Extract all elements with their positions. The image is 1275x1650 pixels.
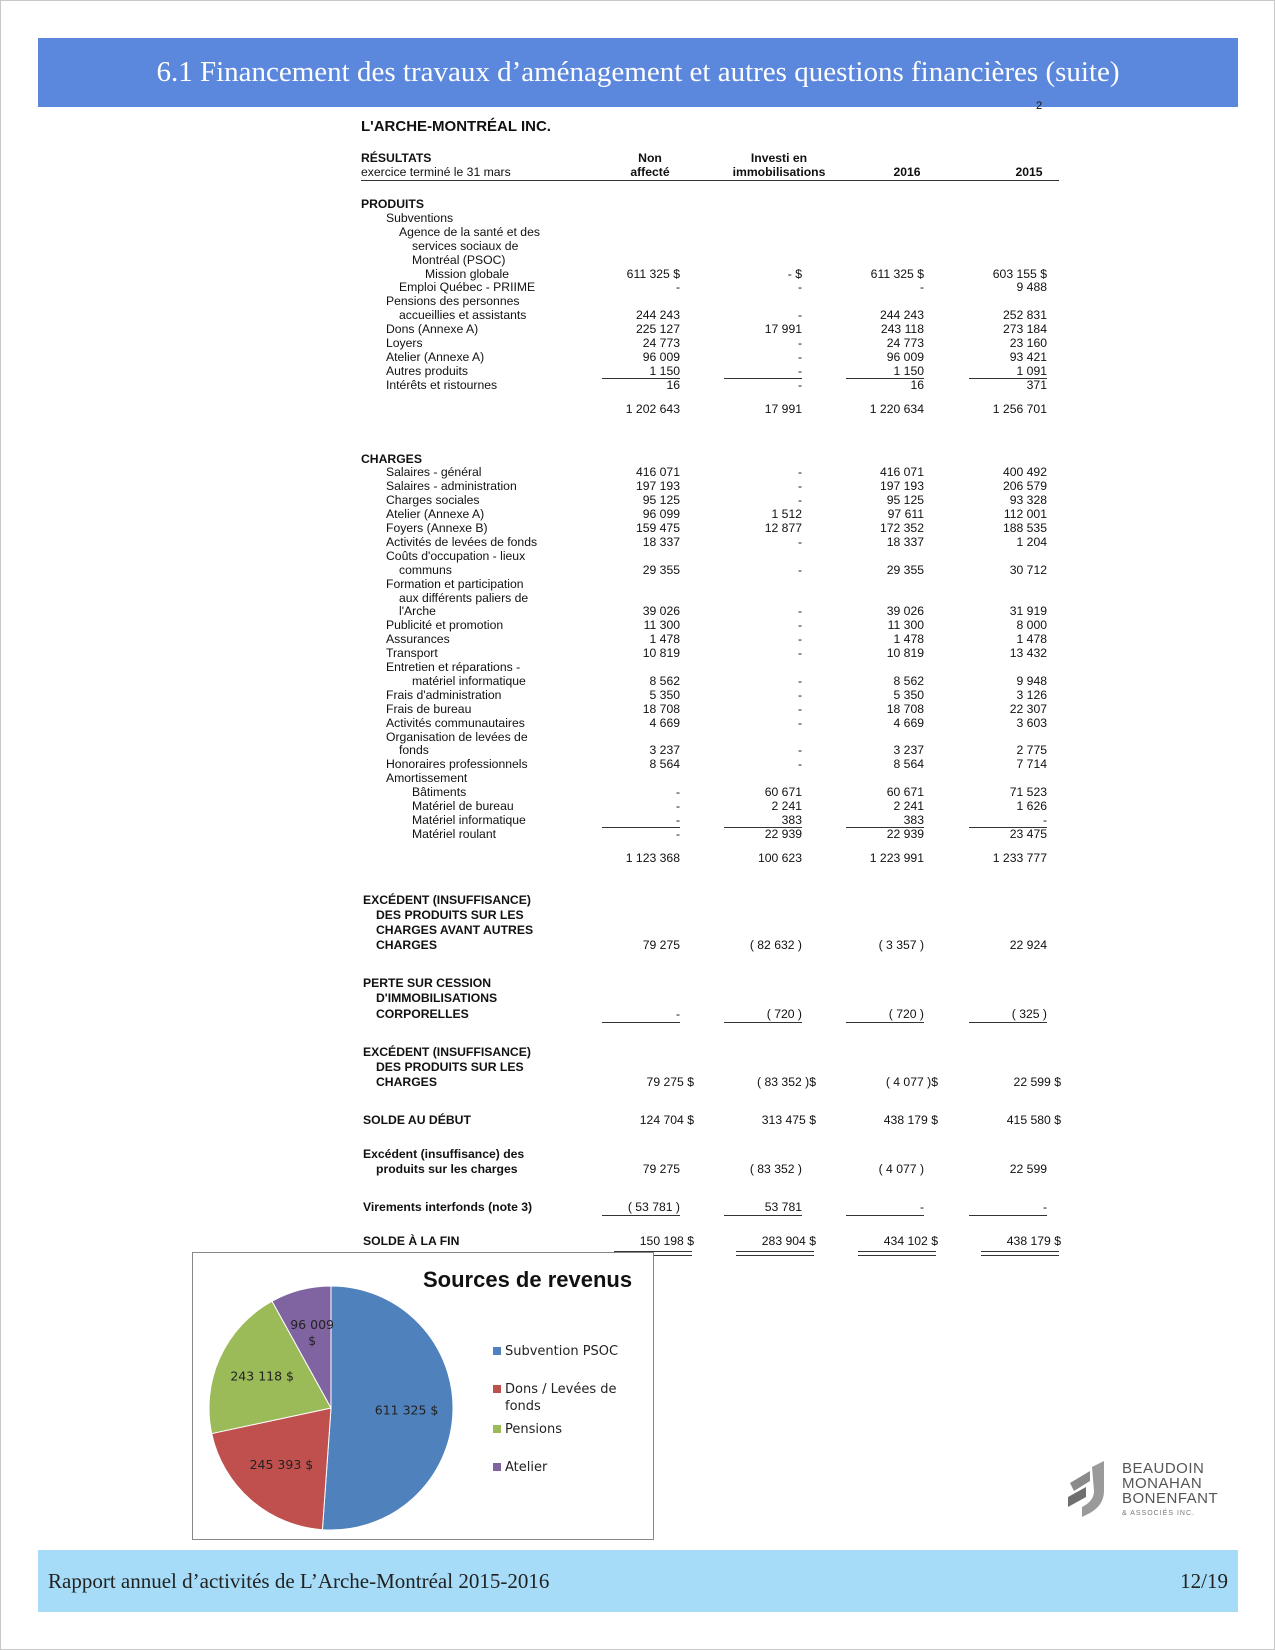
statement-cell: 1 202 643	[625, 401, 680, 416]
statement-cell: -	[797, 377, 802, 392]
statement-bottom-cell: 53 781	[764, 1200, 802, 1215]
statement-cell: -	[797, 562, 802, 577]
rule	[724, 1215, 802, 1216]
rule	[361, 180, 1059, 181]
statement-row-label: Atelier (Annexe A)	[386, 507, 485, 522]
statement-row-label: l'Arche	[399, 604, 436, 619]
statement-cell: -	[797, 632, 802, 647]
statement-cell: 1 204	[1016, 534, 1047, 549]
statement-cell: 97 611	[887, 507, 924, 522]
statement-bottom-cell: 150 198 $	[639, 1234, 694, 1249]
column-header-line1: Investi en	[750, 151, 808, 165]
statement-bottom-cell: ( 53 781 )	[627, 1200, 680, 1215]
statement-cell: 18 708	[642, 701, 680, 716]
statement-bottom-label: EXCÉDENT (INSUFFISANCE)	[363, 892, 531, 907]
statement-cell: 7 714	[1016, 757, 1047, 772]
statement-bottom-label: CHARGES AVANT AUTRES	[376, 923, 534, 937]
statement-cell: 1 478	[649, 632, 680, 647]
statement-bottom-cell: 438 179 $	[1006, 1234, 1061, 1249]
pie-slice-label: 96 009 $	[290, 1316, 334, 1348]
statement-cell: 16	[666, 377, 680, 392]
rule	[846, 1215, 924, 1216]
statement-cell: 95 125	[642, 493, 680, 508]
statement-row-label: CHARGES	[361, 451, 422, 466]
statement-cell: 244 243	[879, 308, 924, 323]
page-number: 12/19	[1180, 1568, 1228, 1593]
statement-cell: 10 819	[886, 646, 924, 661]
statement-cell: 1 233 777	[992, 850, 1047, 865]
statement-cell: 93 328	[1009, 493, 1047, 508]
logo-text	[1122, 1461, 1218, 1506]
statement-row-label: Transport	[386, 646, 438, 661]
statement-cell: 611 325 $	[626, 266, 680, 281]
statement-cell: 1 626	[1016, 799, 1047, 813]
statement-bottom-cell: -	[1042, 1200, 1047, 1215]
statement-cell: 252 831	[1002, 308, 1047, 323]
statement-bottom-cell: 313 475 $	[761, 1113, 816, 1127]
logo-line-1: BEAUDOIN	[1122, 1460, 1205, 1477]
statement-cell: 9 948	[1016, 673, 1047, 688]
statement-cell: -	[797, 534, 802, 549]
statement-row-label: Matériel roulant	[412, 826, 496, 841]
statement-bottom-label: PERTE SUR CESSION	[363, 976, 491, 991]
statement-cell: 172 352	[879, 521, 924, 535]
statement-cell: 1 256 701	[992, 401, 1047, 416]
statement-cell: 96 009	[642, 349, 680, 364]
statement-cell: 225 127	[635, 322, 680, 337]
legend-item	[505, 1459, 635, 1476]
rule	[724, 1022, 802, 1023]
statement-bottom-label: Excédent (insuffisance) des	[363, 1147, 525, 1161]
statement-cell: 5 350	[649, 687, 680, 702]
legend-swatch	[493, 1347, 501, 1355]
statement-cell: -	[797, 701, 802, 716]
logo-line-3: BONENFANT	[1122, 1490, 1219, 1507]
statement-cell: 243 118	[880, 322, 924, 337]
statement-cell: 96 009	[886, 349, 924, 364]
statement-cell: 71 523	[1009, 785, 1047, 800]
pie-slice-label: 243 118 $	[230, 1368, 294, 1384]
statement-cell: 11 300	[887, 618, 924, 633]
statement-cell: -	[797, 715, 802, 730]
statement-cell: -	[797, 618, 802, 633]
column-header-line1: Non	[638, 151, 662, 165]
statement-bottom-cell: -	[675, 1006, 680, 1021]
statement-cell: -	[797, 280, 802, 295]
statement-row-label: Coûts d'occupation - lieux	[386, 548, 526, 563]
statement-cell: -	[797, 673, 802, 688]
statement-cell: 2 241	[893, 799, 924, 813]
statement-bottom-label: CHARGES	[376, 1075, 437, 1089]
double-rule	[981, 1251, 1059, 1256]
statement-cell: -	[797, 363, 802, 378]
statement-cell: -	[797, 604, 802, 619]
legend-label: Dons / Levées de fonds	[505, 1382, 617, 1414]
page-title: 6.1 Financement des travaux d’aménagement et autres questions financières (suite)	[156, 56, 1120, 88]
statement-row-label: Publicité et promotion	[386, 618, 504, 633]
statement-cell: 159 475	[635, 521, 680, 535]
statement-cell: 1 091	[1016, 363, 1047, 378]
rule	[724, 378, 802, 379]
statement-cell: 95 125	[886, 493, 924, 508]
revenue-pie-chart	[192, 1252, 654, 1540]
double-rule	[736, 1251, 814, 1256]
statement-cell: -	[797, 336, 802, 350]
statement-cell: -	[797, 743, 802, 758]
statement-cell: 9 488	[1016, 280, 1047, 295]
statement-cell: 112 001	[1003, 507, 1047, 522]
statement-row-label: Bâtiments	[412, 785, 467, 800]
rule	[846, 378, 924, 379]
statement-row-label: Salaires - général	[386, 465, 482, 480]
statement-cell: 30 712	[1009, 562, 1047, 577]
statement-bottom-label: D'IMMOBILISATIONS	[376, 991, 498, 1006]
statement-cell: 4 669	[649, 715, 680, 730]
statement-cell: 60 671	[886, 785, 924, 800]
statement-cell: 371	[1026, 377, 1047, 392]
statement-cell: 2 775	[1016, 743, 1047, 758]
statement-cell: 244 243	[635, 308, 680, 323]
statement-row-label: Frais de bureau	[386, 701, 472, 716]
statement-bottom-cell: ( 325 )	[1011, 1006, 1047, 1021]
statement-row-label: Montréal (PSOC)	[412, 252, 506, 267]
statement-cell: 23 475	[1009, 826, 1047, 841]
statement-cell: 400 492	[1002, 465, 1047, 480]
footer-report-title: Rapport annuel d’activités de L’Arche-Montréal 2015-2016	[48, 1568, 550, 1593]
statement-cell: 1 123 368	[625, 850, 680, 865]
statement-cell: 18 337	[886, 534, 924, 549]
statement-row-label: Subventions	[386, 210, 454, 225]
statement-cell: 29 355	[886, 562, 924, 577]
statement-bottom-cell: ( 83 352 )$	[757, 1075, 816, 1089]
statement-cell: 206 579	[1002, 479, 1047, 494]
statement-row-label: Mission globale	[425, 266, 510, 281]
statement-page-mark: 2	[1036, 100, 1043, 112]
chart-title: Sources de revenus	[423, 1267, 633, 1292]
statement-row-label: PRODUITS	[361, 197, 424, 211]
statement-cell: 23 160	[1009, 336, 1047, 350]
statement-bottom-cell: 79 275	[642, 1162, 680, 1177]
statement-heading: RÉSULTATS	[361, 151, 432, 165]
statement-bottom-cell: 79 275 $	[646, 1075, 694, 1089]
statement-bottom-cell: ( 83 352 )	[749, 1162, 802, 1177]
pie-slice-label: 245 393 $	[249, 1457, 314, 1473]
statement-cell: -	[675, 812, 680, 827]
statement-cell: 8 000	[1016, 618, 1047, 633]
legend-item	[505, 1343, 635, 1360]
statement-bottom-label: Virements interfonds (note 3)	[363, 1200, 533, 1215]
statement-bottom-label: SOLDE AU DÉBUT	[363, 1113, 471, 1127]
statement-cell: 4 669	[893, 715, 924, 730]
statement-cell: 197 193	[879, 479, 924, 494]
statement-cell: 8 564	[893, 757, 924, 772]
statement-cell: 100 623	[757, 850, 802, 865]
statement-cell: 2 241	[771, 799, 802, 813]
statement-row-label: Assurances	[386, 632, 450, 647]
statement-cell: 383	[903, 812, 924, 827]
statement-cell: 17 991	[764, 401, 802, 416]
statement-cell: -	[797, 757, 802, 772]
statement-bottom-cell: 415 580 $	[1006, 1113, 1061, 1127]
statement-cell: 39 026	[642, 604, 680, 619]
rule	[602, 1022, 680, 1023]
legend-swatch	[493, 1425, 501, 1433]
statement-row-label: Autres produits	[386, 363, 468, 378]
legend-item	[505, 1381, 635, 1415]
statement-cell: 8 564	[649, 757, 680, 772]
statement-cell: 60 671	[764, 785, 802, 800]
statement-row-label: Atelier (Annexe A)	[386, 349, 485, 364]
statement-cell: 3 603	[1016, 715, 1047, 730]
statement-cell: 24 773	[642, 336, 680, 350]
statement-cell: 29 355	[642, 562, 680, 577]
statement-cell: 383	[781, 812, 802, 827]
statement-cell: 3 126	[1016, 687, 1047, 702]
statement-cell: -	[1042, 812, 1047, 827]
logo-line-2: MONAHAN	[1122, 1475, 1203, 1492]
statement-cell: 3 237	[893, 743, 924, 758]
statement-cell: 22 307	[1009, 701, 1047, 716]
statement-cell: -	[675, 785, 680, 800]
statement-row-label: communs	[399, 562, 452, 577]
statement-cell: 17 991	[764, 322, 802, 337]
statement-cell: 5 350	[893, 687, 924, 702]
statement-cell: 93 421	[1009, 349, 1047, 364]
statement-row-label: Loyers	[386, 336, 423, 350]
column-header-line2: affecté	[630, 165, 670, 179]
statement-bottom-cell: ( 4 077 )$	[885, 1075, 938, 1089]
statement-row-label: Matériel informatique	[412, 812, 526, 827]
statement-bottom-cell: ( 720 )	[766, 1006, 802, 1021]
statement-bottom-cell: 79 275	[642, 938, 680, 953]
statement-cell: 18 337	[642, 534, 680, 549]
statement-cell: 1 150	[893, 363, 924, 378]
legend-label: Subvention PSOC	[505, 1344, 619, 1359]
statement-cell: 197 193	[635, 479, 680, 494]
statement-cell: 188 535	[1002, 521, 1047, 535]
legend-swatch	[493, 1385, 501, 1393]
statement-cell: 1 220 634	[869, 401, 924, 416]
column-header-line2: immobilisations	[732, 165, 826, 179]
statement-row-label: Pensions des personnes	[386, 294, 520, 309]
statement-cell: -	[797, 349, 802, 364]
legend-label: Pensions	[505, 1422, 562, 1437]
statement-row-label: Matériel de bureau	[412, 799, 514, 813]
statement-cell: 3 237	[649, 743, 680, 758]
statement-row-label: Agence de la santé et des	[399, 224, 540, 239]
statement-row-label: Organisation de levées de	[386, 729, 528, 744]
statement-cell: -	[675, 280, 680, 295]
statement-cell: 1 478	[893, 632, 924, 647]
statement-bottom-label: CHARGES	[376, 938, 437, 953]
rule	[602, 378, 680, 379]
statement-bottom-cell: ( 3 357 )	[878, 938, 924, 953]
statement-bottom-cell: 283 904 $	[761, 1234, 816, 1249]
statement-row-label: Honoraires professionnels	[386, 757, 528, 772]
statement-period: exercice terminé le 31 mars	[361, 165, 511, 179]
statement-row-label: Entretien et réparations -	[386, 660, 521, 674]
statement-cell: 18 708	[886, 701, 924, 716]
statement-bottom-cell: ( 4 077 )	[878, 1162, 924, 1177]
statement-cell: 416 071	[879, 465, 924, 480]
statement-row-label: Emploi Québec - PRIIME	[399, 280, 536, 295]
statement-bottom-cell: -	[919, 1200, 924, 1215]
pie-slice-label: 611 325 $	[374, 1402, 439, 1418]
statement-bottom-cell: 124 704 $	[639, 1113, 694, 1127]
statement-row-label: services sociaux de	[412, 238, 519, 253]
statement-cell: -	[797, 646, 802, 661]
statement-cell: 1 478	[1016, 632, 1047, 647]
statement-bottom-cell: ( 82 632 )	[749, 938, 802, 953]
rule	[602, 827, 680, 828]
rule	[969, 1022, 1047, 1023]
statement-company-name: L'ARCHE-MONTRÉAL INC.	[361, 118, 551, 135]
statement-bottom-cell: 22 599	[1009, 1162, 1047, 1177]
statement-bottom-cell: 22 599 $	[1013, 1075, 1061, 1089]
rule	[969, 827, 1047, 828]
statement-row-label: Formation et participation	[386, 576, 524, 591]
statement-cell: 10 819	[642, 646, 680, 661]
statement-row-label: Frais d'administration	[386, 687, 502, 702]
statement-cell: -	[797, 465, 802, 480]
legend-label: Atelier	[505, 1460, 548, 1475]
statement-cell: -	[797, 687, 802, 702]
statement-cell: 24 773	[886, 336, 924, 350]
rule	[602, 1215, 680, 1216]
statement-row-label: accueillies et assistants	[399, 308, 527, 323]
logo-mark-icon	[1064, 1461, 1120, 1519]
rule	[969, 1215, 1047, 1216]
statement-bottom-cell: 22 924	[1009, 938, 1047, 953]
statement-bottom-cell: ( 720 )	[888, 1006, 924, 1021]
statement-cell: 611 325 $	[870, 266, 924, 281]
statement-cell: -	[675, 799, 680, 813]
statement-row-label: Activités de levées de fonds	[386, 534, 538, 549]
column-header-line2: 2015	[1015, 165, 1043, 179]
legend-item	[505, 1421, 635, 1438]
statement-cell: 11 300	[643, 618, 680, 633]
statement-cell: 273 184	[1002, 322, 1047, 337]
statement-cell: 603 155 $	[992, 266, 1047, 281]
statement-cell: 1 150	[649, 363, 680, 378]
page-footer	[38, 1550, 1238, 1612]
statement-cell: 16	[910, 377, 924, 392]
statement-cell: -	[797, 308, 802, 323]
column-header-line2: 2016	[893, 165, 921, 179]
statement-cell: 12 877	[764, 521, 802, 535]
statement-cell: 39 026	[886, 604, 924, 619]
statement-bottom-label: DES PRODUITS SUR LES	[376, 907, 524, 922]
statement-row-label: Salaires - administration	[386, 479, 517, 494]
company-logo	[1064, 1461, 1224, 1521]
statement-cell: - $	[787, 266, 802, 281]
statement-row-label: Intérêts et ristournes	[386, 377, 498, 392]
statement-cell: 13 432	[1009, 646, 1047, 661]
statement-bottom-cell: 438 179 $	[883, 1113, 938, 1127]
statement-cell: 1 223 991	[869, 850, 924, 865]
statement-row-label: Foyers (Annexe B)	[386, 521, 488, 535]
statement-cell: -	[919, 280, 924, 295]
statement-row-label: Amortissement	[386, 771, 468, 786]
statement-cell: -	[675, 826, 680, 841]
rule	[969, 378, 1047, 379]
statement-bottom-label: SOLDE À LA FIN	[363, 1234, 460, 1249]
statement-bottom-cell: 434 102 $	[883, 1234, 938, 1249]
rule	[846, 1022, 924, 1023]
statement-row-label: Activités communautaires	[386, 715, 525, 730]
statement-cell: -	[797, 479, 802, 494]
statement-bottom-label: EXCÉDENT (INSUFFISANCE)	[363, 1044, 531, 1059]
rule	[846, 827, 924, 828]
statement-row-label: fonds	[399, 743, 429, 758]
legend-swatch	[493, 1463, 501, 1471]
statement-bottom-label: CORPORELLES	[376, 1006, 469, 1021]
statement-cell: 8 562	[649, 673, 680, 688]
statement-cell: -	[797, 493, 802, 508]
statement-cell: 416 071	[635, 465, 680, 480]
statement-cell: 22 939	[886, 826, 924, 841]
statement-cell: 22 939	[764, 826, 802, 841]
statement-row-label: Charges sociales	[386, 493, 480, 508]
rule	[724, 827, 802, 828]
statement-row-label: aux différents paliers de	[399, 590, 529, 605]
statement-cell: 1 512	[771, 507, 802, 522]
statement-cell: 8 562	[893, 673, 924, 688]
statement-cell: 96 099	[642, 507, 680, 522]
statement-row-label: matériel informatique	[412, 673, 526, 688]
statement-cell: 31 919	[1009, 604, 1047, 619]
statement-bottom-label: produits sur les charges	[376, 1162, 518, 1177]
double-rule	[858, 1251, 936, 1256]
logo-subtext: & ASSOCIÉS INC.	[1122, 1510, 1195, 1517]
statement-row-label: Dons (Annexe A)	[386, 322, 479, 337]
statement-bottom-label: DES PRODUITS SUR LES	[376, 1059, 524, 1074]
